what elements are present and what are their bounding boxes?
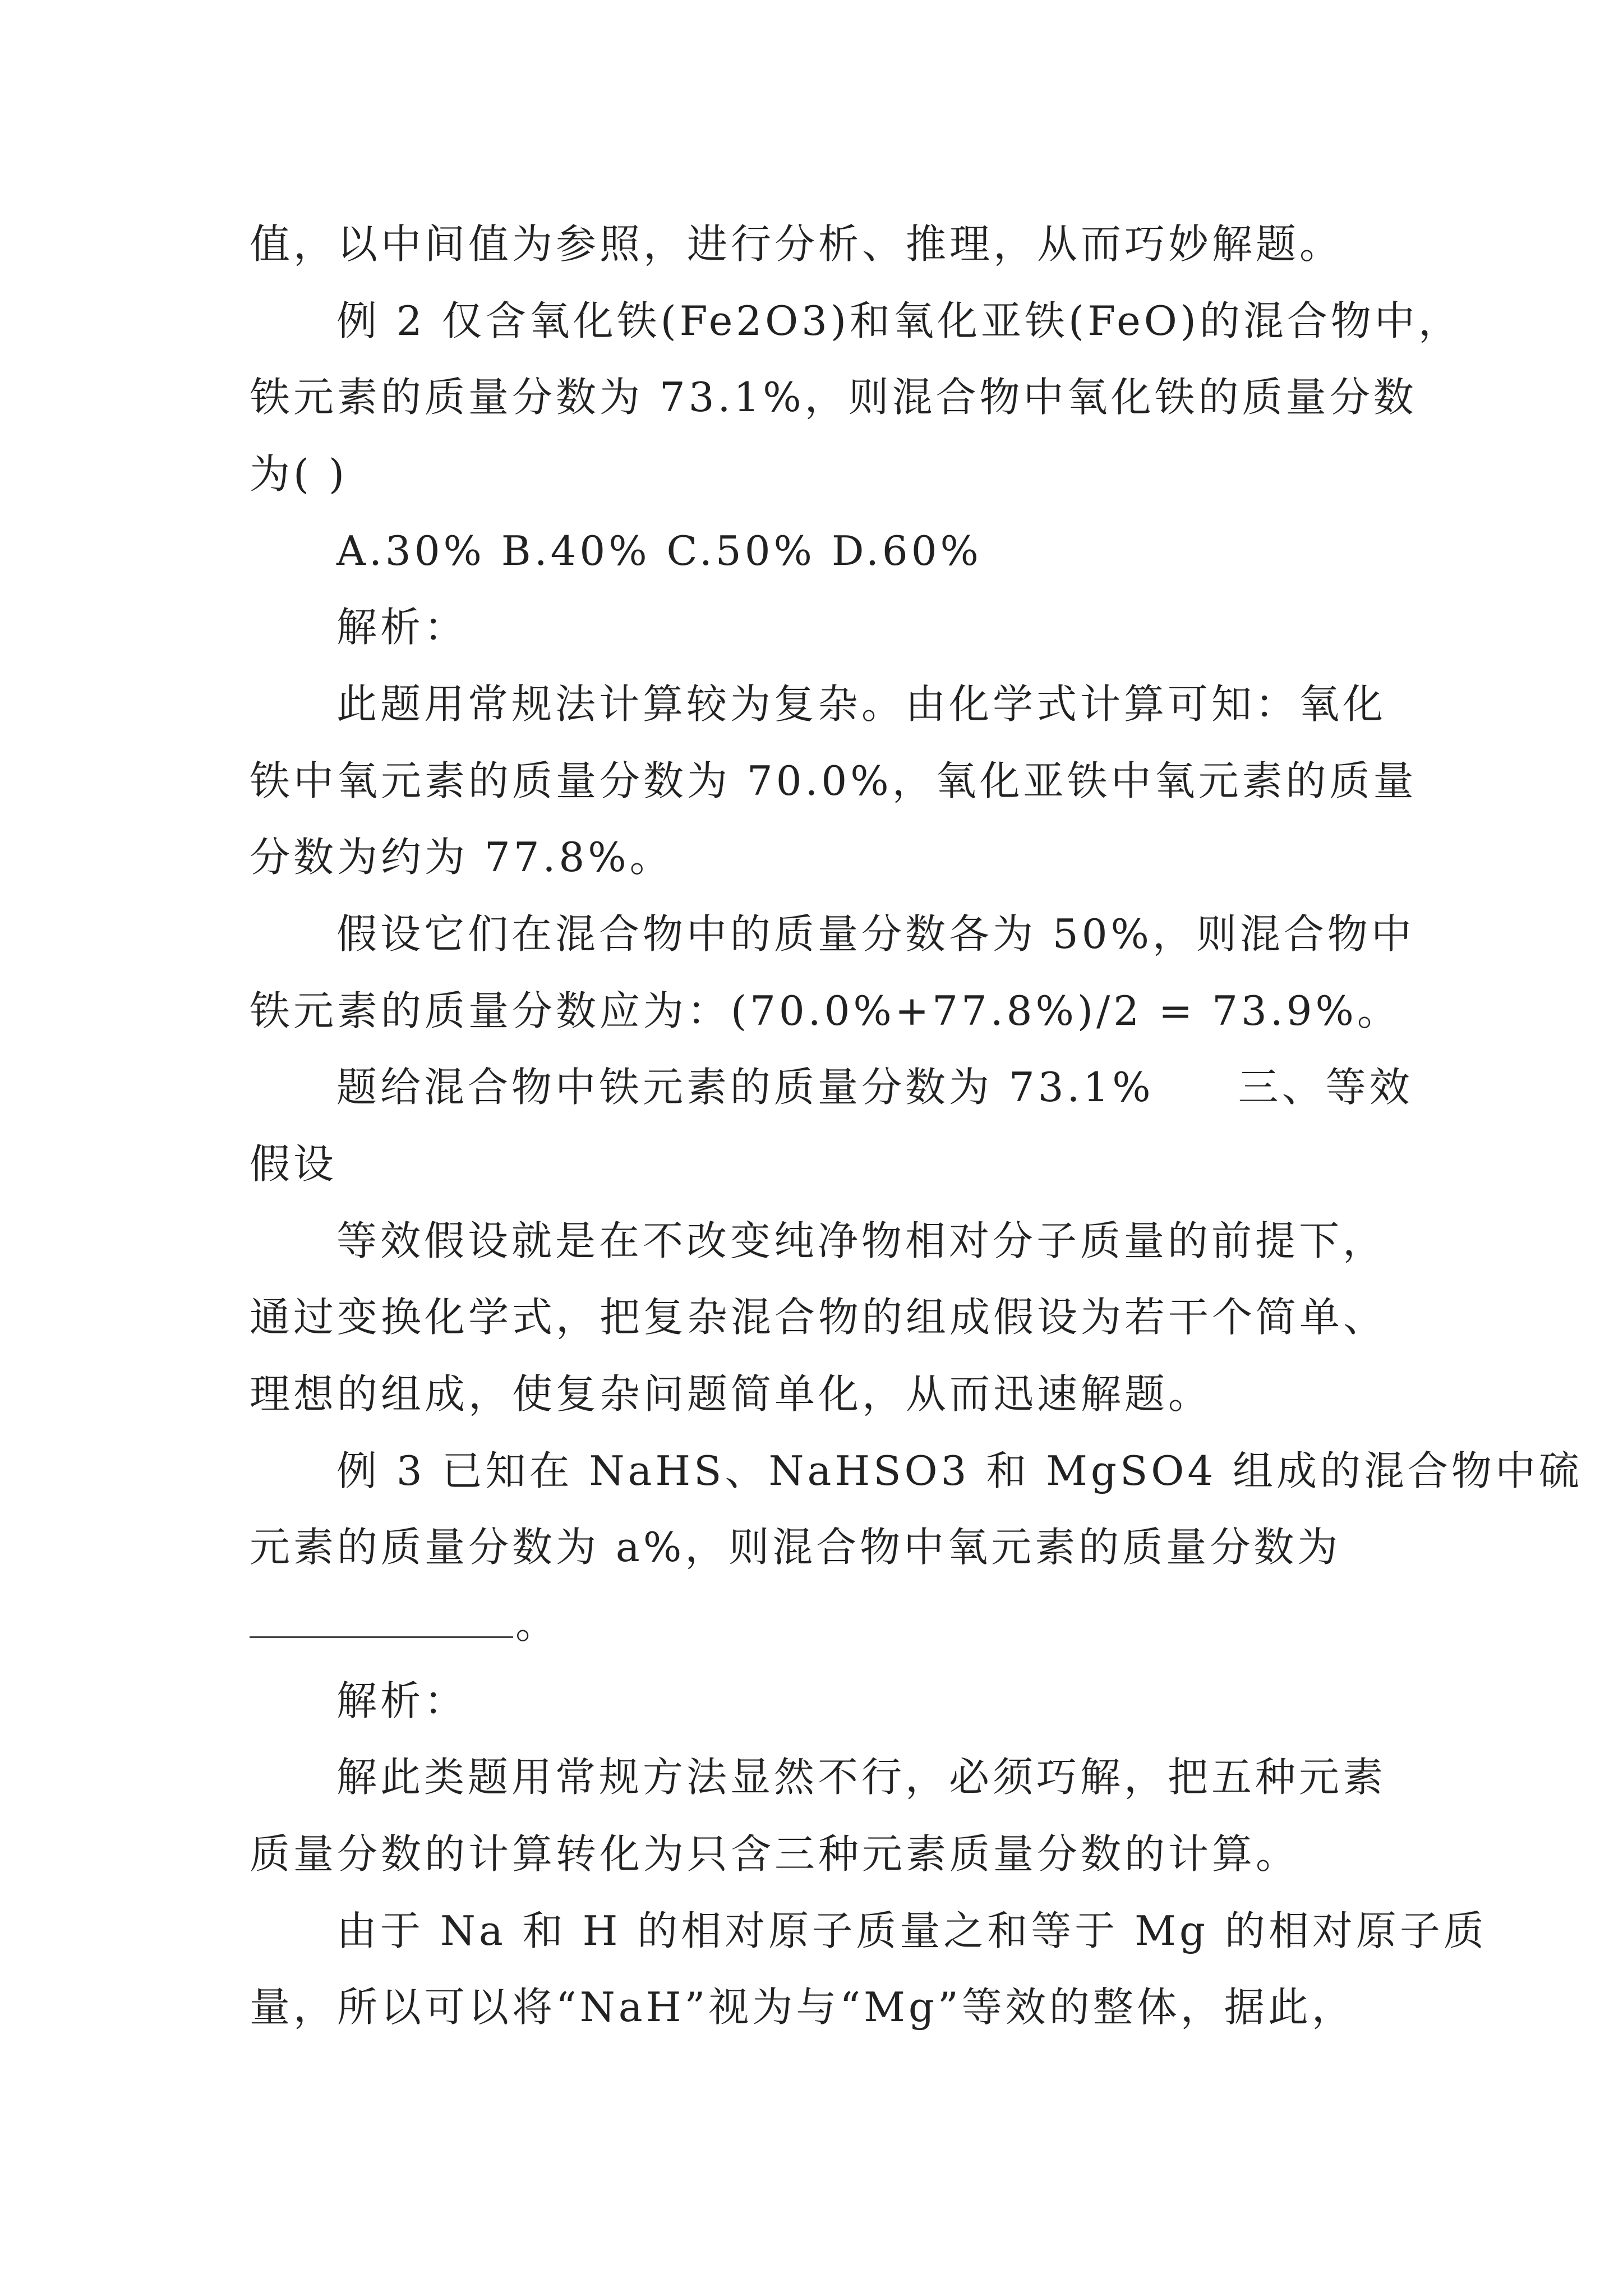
analysis-label: [0, 1673, 1623, 1729]
text-span: 解析：: [336, 1677, 468, 1724]
example-3-heading: [0, 1443, 1623, 1499]
text-span: 例 2 仅含氧化铁(Fe2O3)和氧化亚铁(FeO)的混合物中，: [336, 297, 1462, 344]
answer-options: [0, 523, 1623, 579]
text-span: 元素的质量分数为 a%，则混合物中氧元素的质量分数为: [250, 1524, 1341, 1571]
text-span: 铁元素的质量分数应为：(70.0%+77.8%)/2 = 73.9%。: [250, 987, 1401, 1034]
text-span: 解析：: [336, 604, 468, 651]
text-line: [0, 369, 1623, 425]
text-line: [0, 829, 1623, 885]
text-line: [0, 1059, 1623, 1115]
text-span: 解此类题用常规方法显然不行，必须巧解，把五种元素: [336, 1754, 1387, 1801]
text-span: 例 3 已知在 NaHS、NaHSO3 和 MgSO4 组成的混合物中硫: [336, 1447, 1583, 1494]
text-line: [0, 1136, 1623, 1192]
fill-in-blank: [250, 1603, 513, 1638]
text-span: 等效假设就是在不改变纯净物相对分子质量的前提下，: [336, 1217, 1387, 1264]
text-line: [0, 1826, 1623, 1882]
text-span: 此题用常规法计算较为复杂。由化学式计算可知：氧化: [336, 680, 1387, 728]
text-span: 通过变换化学式，把复杂混合物的组成假设为若干个简单、: [250, 1294, 1387, 1341]
text-line: [0, 906, 1623, 962]
analysis-label: [0, 599, 1623, 655]
text-span: 值，以中间值为参照，进行分析、推理，从而巧妙解题。: [250, 220, 1344, 268]
text-line: [0, 1213, 1623, 1269]
text-span: 由于 Na 和 H 的相对原子质量之和等于 Mg 的相对原子质: [336, 1907, 1487, 1954]
text-line: [0, 216, 1623, 272]
text-span: 为( ): [250, 450, 348, 498]
text-line: [0, 753, 1623, 809]
text-line: [0, 1749, 1623, 1805]
text-line: [0, 1903, 1623, 1959]
text-span: 分数为约为 77.8%。: [250, 834, 674, 881]
text-span: 。: [515, 1600, 560, 1648]
text-span: 铁元素的质量分数为 73.1%，则混合物中氧化铁的质量分数: [250, 374, 1417, 421]
text-line: [0, 1519, 1623, 1575]
text-span: 量，所以可以将“NaH”视为与“Mg”等效的整体，据此，: [250, 1984, 1355, 2031]
text-line: [0, 1979, 1623, 2035]
text-span: 铁中氧元素的质量分数为 70.0%，氧化亚铁中氧元素的质量: [250, 757, 1417, 804]
example-2-heading: [0, 293, 1623, 349]
section-heading: 三、等效: [1238, 1064, 1413, 1111]
text-line: [0, 446, 1623, 502]
text-span: 题给混合物中铁元素的质量分数为 73.1%: [336, 1064, 1154, 1111]
text-span: 假设它们在混合物中的质量分数各为 50%，则混合物中: [336, 910, 1415, 958]
text-line: [0, 983, 1623, 1039]
text-line: [0, 676, 1623, 732]
text-line: [0, 1596, 1623, 1652]
text-span: 理想的组成，使复杂问题简单化，从而迅速解题。: [250, 1370, 1212, 1418]
text-line: [0, 1366, 1623, 1422]
text-line: [0, 1289, 1623, 1345]
text-span: A.30% B.40% C.50% D.60%: [336, 527, 982, 574]
text-span: 质量分数的计算转化为只含三种元素质量分数的计算。: [250, 1830, 1300, 1878]
section-heading: 假设: [250, 1140, 338, 1188]
